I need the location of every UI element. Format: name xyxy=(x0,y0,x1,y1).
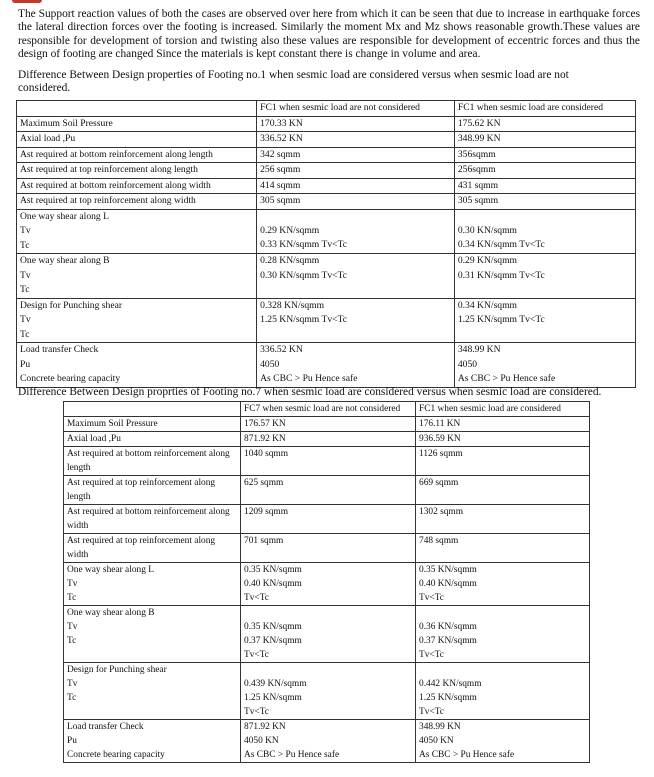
cell-line: 871.92 KN xyxy=(244,722,286,732)
table-row xyxy=(64,663,590,720)
table-row xyxy=(17,163,636,179)
table-header-row xyxy=(17,101,636,117)
table-row xyxy=(17,343,636,388)
cell-line: Load transfer Check xyxy=(67,722,144,732)
value-cell-with-seismic xyxy=(416,447,590,476)
cell-line xyxy=(458,210,632,224)
cell-line: Tv xyxy=(67,579,78,589)
cell-line: Tv xyxy=(67,622,78,632)
cell-line: One way shear along L xyxy=(67,565,154,575)
cell-line: 0.328 KN/sqmm xyxy=(260,299,325,311)
property-cell xyxy=(64,447,241,476)
cell-line: 0.30 KN/sqmm xyxy=(457,224,518,236)
cell-line: 4050 KN xyxy=(419,736,454,746)
value-cell-without-seismic xyxy=(241,432,416,447)
property-cell xyxy=(64,563,241,606)
value-cell-without-seismic xyxy=(257,298,455,343)
cell-line: 176.57 KN xyxy=(244,419,286,429)
cell-line: Ast required at top reinforcement along length xyxy=(67,478,216,502)
table-row xyxy=(17,132,636,148)
cell-line: One way shear along B xyxy=(20,255,110,266)
cell-line xyxy=(244,663,412,677)
cell-line: 348.99 KN xyxy=(419,722,461,732)
property-cell xyxy=(17,254,257,299)
cell-line: 0.36 KN/sqmm xyxy=(419,622,477,632)
header-cell-property xyxy=(64,402,241,417)
header-cell-without-seismic: FC7 when sesmic load are not considered xyxy=(241,402,416,417)
cell-line: 0.35 KN/sqmm xyxy=(244,622,302,632)
value-cell-with-seismic xyxy=(454,116,635,132)
cell-line: 348.99 KN xyxy=(457,344,501,355)
cell-line: 305 sqmm xyxy=(457,195,499,206)
table1-body xyxy=(17,116,636,387)
value-cell-with-seismic xyxy=(416,563,590,606)
property-cell xyxy=(64,432,241,447)
cell-line: Tv<Tc xyxy=(419,707,444,717)
cell-line: 4050 KN xyxy=(244,736,279,746)
value-cell-without-seismic xyxy=(241,476,416,505)
cell-line: Design for Punching shear xyxy=(20,299,123,311)
cell-line: 0.37 KN/sqmm xyxy=(419,636,477,646)
cell-line: Maximum Soil Pressure xyxy=(20,117,113,129)
cell-line: 0.29 KN/sqmm xyxy=(457,255,518,266)
cell-line: Ast required at top reinforcement along length xyxy=(20,164,198,175)
cell-line: 4050 xyxy=(260,358,280,370)
cell-line: 0.40 KN/sqmm xyxy=(419,579,477,589)
property-cell xyxy=(17,163,257,179)
cell-line: 336.52 KN xyxy=(260,133,303,144)
property-cell xyxy=(64,663,241,720)
table-row xyxy=(64,534,590,563)
cell-line: 0.34 KN/sqmm Tv<Tc xyxy=(457,239,545,250)
cell-line xyxy=(260,210,451,224)
value-cell-with-seismic xyxy=(416,720,590,763)
cell-line: As CBC > Pu Hence safe xyxy=(244,750,340,760)
table-row xyxy=(17,254,636,299)
table-row xyxy=(64,432,590,447)
cell-line: Tv xyxy=(67,679,78,689)
cell-line: Concrete bearing capacity xyxy=(20,373,121,384)
value-cell-with-seismic xyxy=(416,534,590,563)
value-cell-with-seismic xyxy=(454,298,635,343)
cell-line: 748 sqmm xyxy=(419,536,459,546)
footing1-comparison-table xyxy=(16,100,636,388)
cell-line: 1302 sqmm xyxy=(419,507,464,517)
property-cell xyxy=(64,720,241,763)
value-cell-with-seismic xyxy=(454,147,635,163)
value-cell-with-seismic xyxy=(454,209,635,254)
property-cell xyxy=(17,178,257,194)
property-cell xyxy=(64,534,241,563)
value-cell-without-seismic xyxy=(257,178,455,194)
value-cell-with-seismic xyxy=(416,663,590,720)
table-row xyxy=(17,116,636,132)
cell-line: 0.35 KN/sqmm xyxy=(419,565,477,575)
cell-line: Tv xyxy=(20,225,31,236)
intro-paragraph: The Support reaction values of both the cases are observed over here from which it can be seen that due to increase in earthquake forces the lateral direction forces over the footing is increased. Similarly the moment Mx and Mz shows reasonable growth.These values are responsible for development of torsion and twisting also these values are responsible for development of eccentric forces and thus the design of footing are changed Since the materials is kept constant there is change in volume and area. xyxy=(18,8,640,61)
table-row xyxy=(17,298,636,343)
cell-line: 1.25 KN/sqmm xyxy=(244,693,302,703)
cell-line: 701 sqmm xyxy=(244,536,284,546)
cell-line: Tv<Tc xyxy=(244,707,269,717)
cell-line: Tv<Tc xyxy=(244,593,269,603)
cell-line: 1.25 KN/sqmm Tv<Tc xyxy=(260,314,348,325)
table-row xyxy=(64,417,590,432)
header-cell-without-seismic: FC1 when sesmic load are not considered xyxy=(257,101,455,117)
table-row xyxy=(17,194,636,210)
value-cell-without-seismic xyxy=(257,163,455,179)
value-cell-with-seismic xyxy=(454,163,635,179)
cell-line: As CBC > Pu Hence safe xyxy=(260,373,358,384)
cell-line: As CBC > Pu Hence safe xyxy=(419,750,515,760)
cell-line: Tc xyxy=(20,328,30,340)
table2-body xyxy=(64,417,590,763)
property-cell xyxy=(17,132,257,148)
value-cell-with-seismic xyxy=(454,254,635,299)
property-cell xyxy=(64,505,241,534)
cell-line xyxy=(419,663,586,677)
cell-line: Tv<Tc xyxy=(419,650,444,660)
table-row xyxy=(64,447,590,476)
cell-line: One way shear along B xyxy=(67,608,155,618)
property-cell xyxy=(17,147,257,163)
cell-line: Tv xyxy=(20,269,31,281)
value-cell-without-seismic xyxy=(257,343,455,388)
value-cell-without-seismic xyxy=(241,534,416,563)
cell-line xyxy=(244,606,412,620)
header-cell-with-seismic: FC1 when sesmic load are considered xyxy=(416,402,590,417)
value-cell-with-seismic xyxy=(416,606,590,663)
cell-line: Tc xyxy=(20,239,30,251)
cell-line: Ast required at bottom reinforcement along width xyxy=(67,507,230,531)
cell-line xyxy=(419,606,586,620)
property-cell xyxy=(64,417,241,432)
cell-line: Tv<Tc xyxy=(244,650,269,660)
value-cell-with-seismic xyxy=(454,194,635,210)
cell-line: Tc xyxy=(20,284,30,295)
cell-line: 0.33 KN/sqmm Tv<Tc xyxy=(260,239,348,250)
cell-line: 1126 sqmm xyxy=(419,449,463,459)
table-row xyxy=(64,720,590,763)
cell-line: 1040 sqmm xyxy=(244,449,289,459)
cell-line: 625 sqmm xyxy=(244,478,284,488)
property-cell xyxy=(64,476,241,505)
cell-line: Tv<Tc xyxy=(419,593,444,603)
header-cell-with-seismic: FC1 when sesmic load are considered xyxy=(454,101,635,117)
value-cell-without-seismic xyxy=(257,194,455,210)
cell-line: Tc xyxy=(67,593,77,603)
value-cell-with-seismic xyxy=(454,343,635,388)
cell-line: Maximum Soil Pressure xyxy=(67,419,158,429)
cell-line: 936.59 KN xyxy=(419,434,461,444)
value-cell-without-seismic xyxy=(241,563,416,606)
table2-heading: Difference Between Design proprties of Footing no.7 when sesmic load are considered versus when sesmic load are considered. xyxy=(18,386,602,398)
property-cell xyxy=(17,209,257,254)
value-cell-with-seismic xyxy=(416,505,590,534)
cell-line: Ast required at bottom reinforcement along length xyxy=(67,449,230,473)
value-cell-without-seismic xyxy=(241,663,416,720)
value-cell-without-seismic xyxy=(257,132,455,148)
property-cell xyxy=(17,343,257,388)
property-cell xyxy=(17,194,257,210)
table-row xyxy=(64,606,590,663)
table-row xyxy=(17,178,636,194)
value-cell-without-seismic xyxy=(241,447,416,476)
cell-line: Axial load ,Pu xyxy=(20,133,76,144)
cell-line: 305 sqmm xyxy=(260,195,301,206)
property-cell xyxy=(17,298,257,343)
cell-line: 256 sqmm xyxy=(260,164,301,175)
cell-line: 0.439 KN/sqmm xyxy=(244,679,307,689)
cell-line: Tc xyxy=(67,693,77,703)
table-row xyxy=(64,505,590,534)
value-cell-without-seismic xyxy=(257,209,455,254)
table1-heading xyxy=(18,69,640,96)
cell-line: 175.62 KN xyxy=(457,117,501,129)
cell-line: 170.33 KN xyxy=(260,117,303,129)
value-cell-with-seismic xyxy=(416,417,590,432)
cell-line: 669 sqmm xyxy=(419,478,459,488)
cell-line: 1209 sqmm xyxy=(244,507,289,517)
table1-heading-line1: Difference Between Design properties of Footing no.1 when sesmic load are considered versus when sesmic load are not xyxy=(18,69,569,81)
value-cell-with-seismic xyxy=(416,476,590,505)
cell-line: Concrete bearing capacity xyxy=(67,750,165,760)
cell-line: 1.25 KN/sqmm Tv<Tc xyxy=(457,314,545,325)
table-row xyxy=(17,147,636,163)
table1-heading-line2: considered. xyxy=(18,82,71,95)
cell-line: 356sqmm xyxy=(457,148,496,160)
cell-line: 0.29 KN/sqmm xyxy=(260,224,320,236)
value-cell-with-seismic xyxy=(454,132,635,148)
header-cell-property xyxy=(17,101,257,117)
cell-line: 414 sqmm xyxy=(260,179,301,191)
cell-line: Pu xyxy=(67,736,77,746)
cell-line: 0.37 KN/sqmm xyxy=(244,636,302,646)
cell-line: 336.52 KN xyxy=(260,344,303,355)
cell-line: 0.34 KN/sqmm xyxy=(457,299,518,311)
cell-line: 0.30 KN/sqmm Tv<Tc xyxy=(260,269,348,281)
cell-line: 176.11 KN xyxy=(419,419,461,429)
cell-line: As CBC > Pu Hence safe xyxy=(457,373,556,384)
value-cell-without-seismic xyxy=(257,147,455,163)
cell-line: 1.25 KN/sqmm xyxy=(419,693,477,703)
cell-line: Axial load ,Pu xyxy=(67,434,121,444)
cell-line: 0.28 KN/sqmm xyxy=(260,255,320,266)
cell-line: Design for Punching shear xyxy=(67,665,167,675)
value-cell-with-seismic xyxy=(454,178,635,194)
cell-line: 256sqmm xyxy=(457,164,496,175)
cell-line: One way shear along L xyxy=(20,210,109,222)
cell-line: 348.99 KN xyxy=(457,133,501,144)
cell-line: Tv xyxy=(20,314,31,325)
value-cell-without-seismic xyxy=(241,505,416,534)
cell-line: Ast required at bottom reinforcement along length xyxy=(20,148,213,160)
cell-line: Ast required at bottom reinforcement along width xyxy=(20,179,211,191)
footing7-comparison-table xyxy=(63,401,590,763)
cell-line: 342 sqmm xyxy=(260,148,301,160)
cell-line: Pu xyxy=(20,358,31,370)
value-cell-without-seismic xyxy=(241,417,416,432)
value-cell-without-seismic xyxy=(257,254,455,299)
value-cell-with-seismic xyxy=(416,432,590,447)
table-row xyxy=(64,476,590,505)
cell-line: 0.442 KN/sqmm xyxy=(419,679,482,689)
cell-line: Ast required at top reinforcement along width xyxy=(20,195,196,206)
page-top-mark xyxy=(12,0,42,3)
cell-line: 871.92 KN xyxy=(244,434,286,444)
cell-line: 0.35 KN/sqmm xyxy=(244,565,302,575)
cell-line: 0.40 KN/sqmm xyxy=(244,579,302,589)
cell-line: 4050 xyxy=(457,358,478,370)
value-cell-without-seismic xyxy=(241,606,416,663)
property-cell xyxy=(64,606,241,663)
cell-line: Load transfer Check xyxy=(20,344,99,355)
table-row xyxy=(64,563,590,606)
cell-line: 431 sqmm xyxy=(457,179,499,191)
property-cell xyxy=(17,116,257,132)
table-row xyxy=(17,209,636,254)
cell-line: 0.31 KN/sqmm Tv<Tc xyxy=(457,269,545,281)
table-header-row xyxy=(64,402,590,417)
cell-line: Tc xyxy=(67,636,77,646)
value-cell-without-seismic xyxy=(257,116,455,132)
cell-line: Ast required at top reinforcement along width xyxy=(67,536,216,560)
value-cell-without-seismic xyxy=(241,720,416,763)
